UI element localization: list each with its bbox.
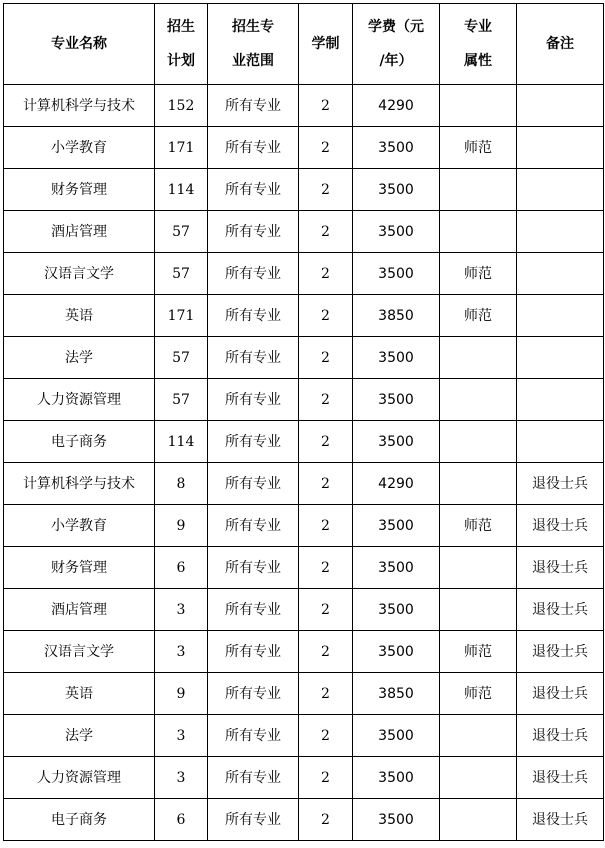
cell-enroll-scope: 所有专业 [208,127,299,169]
cell-enroll-scope: 所有专业 [208,169,299,211]
cell-note [517,295,604,337]
cell-tuition: 3500 [353,253,440,295]
cell-enroll-scope: 所有专业 [208,253,299,295]
cell-tuition: 4290 [353,85,440,127]
table-row [4,127,604,169]
cell-major-attribute: 师范 [440,127,517,169]
cell-duration: 2 [299,337,353,379]
cell-enroll-plan: 9 [155,673,208,715]
cell-major-attribute: 师范 [440,253,517,295]
cell-major-name: 汉语言文学 [4,631,155,673]
cell-tuition: 3500 [353,505,440,547]
table-row [4,715,604,757]
cell-tuition: 4290 [353,463,440,505]
cell-duration: 2 [299,505,353,547]
cell-major-name: 计算机科学与技术 [4,463,155,505]
header-tuition-line1: 学费（元 [368,19,424,35]
cell-major-attribute: 师范 [440,505,517,547]
header-tuition-line2: /年） [379,53,413,69]
table-row [4,631,604,673]
cell-major-attribute: 师范 [440,631,517,673]
cell-tuition: 3500 [353,421,440,463]
cell-enroll-plan: 3 [155,715,208,757]
cell-tuition: 3500 [353,337,440,379]
cell-major-attribute [440,715,517,757]
cell-major-attribute [440,463,517,505]
header-row [4,4,604,85]
table-row [4,799,604,841]
table-row [4,463,604,505]
table-row [4,421,604,463]
cell-enroll-scope: 所有专业 [208,799,299,841]
header-major-name [4,4,155,85]
cell-major-name: 酒店管理 [4,211,155,253]
cell-major-name: 人力资源管理 [4,379,155,421]
cell-duration: 2 [299,589,353,631]
cell-major-attribute [440,85,517,127]
header-enroll-scope-line2: 业范围 [232,53,274,69]
cell-major-name: 小学教育 [4,505,155,547]
cell-duration: 2 [299,799,353,841]
cell-note [517,169,604,211]
header-major-name-label: 专业名称 [51,36,107,52]
cell-duration: 2 [299,757,353,799]
cell-tuition: 3500 [353,379,440,421]
header-enroll-plan [155,4,208,85]
header-enroll-plan-line1: 招生 [167,19,195,35]
table-row [4,337,604,379]
cell-enroll-scope: 所有专业 [208,505,299,547]
cell-duration: 2 [299,715,353,757]
cell-note: 退役士兵 [517,505,604,547]
header-tuition [353,4,440,85]
cell-note: 退役士兵 [517,463,604,505]
header-major-attribute-line1: 专业 [464,19,492,35]
cell-enroll-plan: 152 [155,85,208,127]
table-row [4,295,604,337]
header-enroll-scope [208,4,299,85]
cell-note [517,127,604,169]
cell-note: 退役士兵 [517,715,604,757]
cell-duration: 2 [299,253,353,295]
cell-duration: 2 [299,547,353,589]
cell-enroll-scope: 所有专业 [208,85,299,127]
cell-major-attribute [440,211,517,253]
cell-major-name: 电子商务 [4,421,155,463]
cell-major-attribute: 师范 [440,673,517,715]
cell-note: 退役士兵 [517,673,604,715]
cell-enroll-plan: 57 [155,379,208,421]
table-row [4,505,604,547]
table-body [4,85,604,841]
table-row [4,253,604,295]
cell-major-name: 汉语言文学 [4,253,155,295]
cell-duration: 2 [299,631,353,673]
cell-major-name: 人力资源管理 [4,757,155,799]
cell-tuition: 3500 [353,589,440,631]
header-note [517,4,604,85]
cell-note [517,85,604,127]
table-row [4,547,604,589]
cell-duration: 2 [299,421,353,463]
cell-tuition: 3850 [353,673,440,715]
cell-note [517,337,604,379]
cell-duration: 2 [299,127,353,169]
cell-note [517,253,604,295]
cell-enroll-plan: 6 [155,799,208,841]
cell-enroll-plan: 114 [155,421,208,463]
cell-enroll-scope: 所有专业 [208,547,299,589]
cell-major-name: 财务管理 [4,547,155,589]
cell-note [517,379,604,421]
cell-major-attribute [440,379,517,421]
cell-enroll-plan: 9 [155,505,208,547]
cell-tuition: 3500 [353,631,440,673]
cell-enroll-scope: 所有专业 [208,463,299,505]
header-note-label: 备注 [546,36,574,52]
cell-tuition: 3500 [353,127,440,169]
cell-major-attribute [440,589,517,631]
cell-enroll-scope: 所有专业 [208,715,299,757]
cell-enroll-plan: 57 [155,337,208,379]
cell-enroll-scope: 所有专业 [208,757,299,799]
cell-enroll-plan: 171 [155,127,208,169]
cell-enroll-scope: 所有专业 [208,379,299,421]
cell-major-name: 电子商务 [4,799,155,841]
cell-enroll-plan: 3 [155,631,208,673]
cell-enroll-plan: 3 [155,589,208,631]
cell-note: 退役士兵 [517,589,604,631]
cell-tuition: 3850 [353,295,440,337]
cell-note [517,421,604,463]
admission-plan-table [3,3,604,841]
table-row [4,169,604,211]
cell-enroll-plan: 114 [155,169,208,211]
table-row [4,673,604,715]
table-row [4,589,604,631]
table-row [4,757,604,799]
cell-enroll-scope: 所有专业 [208,295,299,337]
cell-major-attribute [440,547,517,589]
cell-major-attribute [440,799,517,841]
cell-tuition: 3500 [353,799,440,841]
cell-enroll-scope: 所有专业 [208,421,299,463]
cell-major-name: 计算机科学与技术 [4,85,155,127]
cell-major-attribute [440,757,517,799]
cell-major-name: 法学 [4,715,155,757]
cell-major-name: 法学 [4,337,155,379]
cell-enroll-plan: 8 [155,463,208,505]
cell-enroll-plan: 6 [155,547,208,589]
cell-tuition: 3500 [353,547,440,589]
cell-enroll-scope: 所有专业 [208,589,299,631]
cell-enroll-scope: 所有专业 [208,211,299,253]
cell-duration: 2 [299,85,353,127]
cell-note: 退役士兵 [517,799,604,841]
cell-tuition: 3500 [353,757,440,799]
cell-major-name: 英语 [4,295,155,337]
cell-duration: 2 [299,211,353,253]
header-enroll-scope-line1: 招生专 [232,19,274,35]
cell-enroll-plan: 57 [155,211,208,253]
cell-major-attribute [440,337,517,379]
cell-note: 退役士兵 [517,547,604,589]
cell-major-name: 酒店管理 [4,589,155,631]
cell-major-attribute [440,421,517,463]
header-duration [299,4,353,85]
header-major-attribute-line2: 属性 [464,53,492,69]
cell-duration: 2 [299,673,353,715]
header-enroll-plan-line2: 计划 [167,53,195,69]
cell-note: 退役士兵 [517,757,604,799]
cell-major-attribute [440,169,517,211]
cell-major-name: 英语 [4,673,155,715]
table-row [4,211,604,253]
cell-tuition: 3500 [353,211,440,253]
cell-major-name: 小学教育 [4,127,155,169]
cell-enroll-scope: 所有专业 [208,337,299,379]
cell-enroll-plan: 57 [155,253,208,295]
cell-enroll-plan: 171 [155,295,208,337]
table-row [4,85,604,127]
cell-duration: 2 [299,463,353,505]
header-duration-label: 学制 [311,36,340,52]
cell-duration: 2 [299,379,353,421]
table-header [4,4,604,85]
cell-tuition: 3500 [353,169,440,211]
cell-major-attribute: 师范 [440,295,517,337]
header-major-attribute [440,4,517,85]
cell-duration: 2 [299,295,353,337]
cell-duration: 2 [299,169,353,211]
table-row [4,379,604,421]
cell-enroll-scope: 所有专业 [208,631,299,673]
cell-note [517,211,604,253]
cell-note: 退役士兵 [517,631,604,673]
cell-tuition: 3500 [353,715,440,757]
cell-enroll-scope: 所有专业 [208,673,299,715]
cell-enroll-plan: 3 [155,757,208,799]
cell-major-name: 财务管理 [4,169,155,211]
